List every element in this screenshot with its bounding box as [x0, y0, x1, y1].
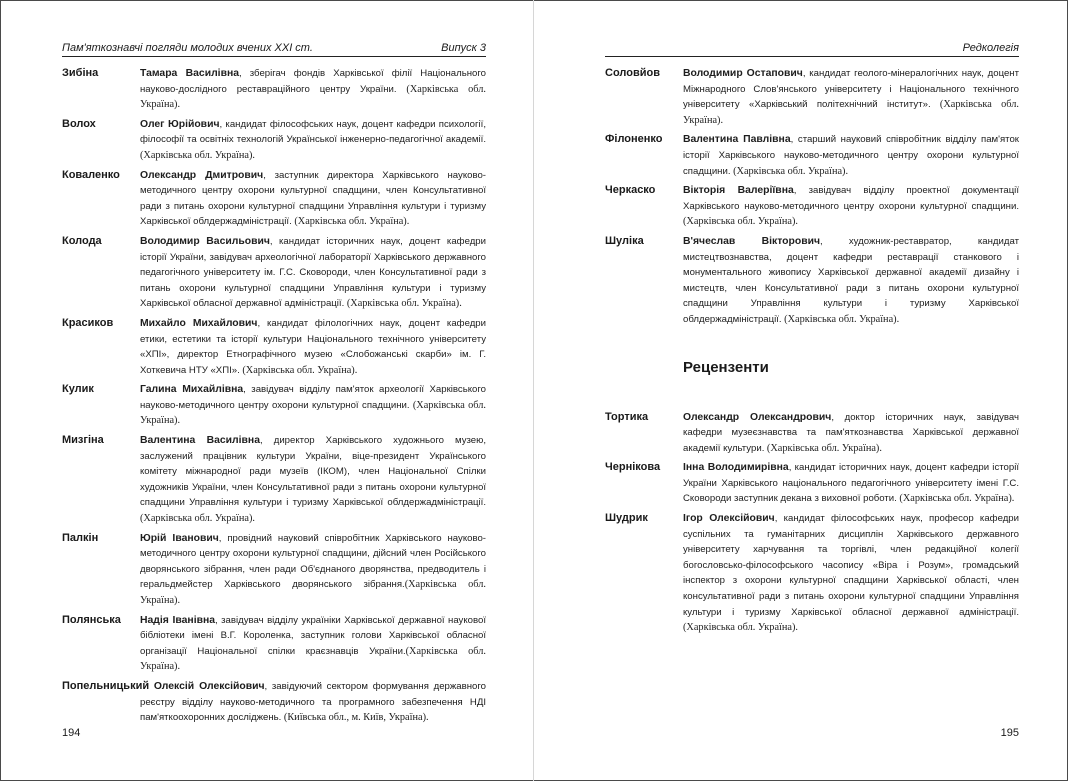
entry-description [140, 234, 486, 312]
entry-location: (Київська обл., м. Київ, Україна). [281, 712, 429, 724]
entry-text: , завідувач відділу україніки Харківської державної наукової бібліотеки імені В.Г. Короленка, заступник голови Харківської обласної організації Національної спілки краєзнавців України. [140, 614, 486, 657]
entry-full-name: Олег Юрійович [140, 118, 220, 130]
entry-text: , доктор історичних наук, завідувач кафедри музеєзнавства та пам'яткознавства Харківської державної академії культури. [683, 411, 1019, 454]
entry-description [683, 183, 1019, 230]
entry-full-name: Валентина Павлівна [683, 134, 791, 146]
person-entry [605, 66, 1019, 128]
entry-description [683, 132, 1019, 179]
entry-location: (Харківська обл. Україна). [140, 83, 486, 111]
entry-full-name: Ігор Олексійович [683, 513, 775, 525]
reviewer-entry [605, 511, 1019, 636]
entry-text: , кандидат історичних наук, доцент кафедри історії України Харківського національного педагогічного університету імені Г.С. Сковороди заступник декана з виховної роботи. [683, 462, 1019, 505]
entry-description [140, 316, 486, 378]
entry-full-name: Олександр Олександрович [683, 411, 832, 423]
entry-surname: Коваленко [62, 168, 120, 181]
entry-surname: Чернікова [605, 461, 661, 474]
entry-text: , кандидат історичних наук, доцент кафедри історії України, завідувач археологічної лабораторії Харківського державного педагогічного університету ім. Г.С. Сковороди, член Консультативної ради з питань охорони культурної спадщини Управління культури і туризму Харківської обласної державної адміністрації. [140, 235, 486, 310]
person-entry [62, 679, 486, 726]
entry-text: , зберігач фондів Харківської філії Національного науково-дослідного реставраційного центру України. [140, 68, 486, 95]
entry-description [140, 168, 486, 230]
entry-location: (Харківська обл. Україна). [781, 313, 900, 325]
left-page [62, 0, 486, 781]
person-entry [62, 117, 486, 164]
entry-full-name: Галина Михайлівна [140, 384, 244, 396]
entry-full-name: Вікторія Валеріївна [683, 185, 794, 197]
person-entry [62, 433, 486, 527]
reviewer-entry [605, 410, 1019, 457]
entry-text: , художник-реставратор, кандидат мистецтвознавства, доцент кафедри реставрації станкового і монументального живопису Харківської державної академії дизайну і мистецтв, член Консультативної ради з питань охорони культурної спадщини Управління культури і туризму Харківської облдержадміністрації. [683, 235, 1019, 325]
entry-full-name: Володимир Васильович [140, 235, 270, 247]
entry-location: (Харківська обл. Україна). [291, 216, 410, 228]
entry-description [683, 410, 1019, 457]
entry-description [683, 66, 1019, 128]
entry-description [62, 679, 486, 726]
entry-description [683, 460, 1019, 507]
entry-full-name: Олексій Олексійович [153, 680, 265, 692]
entry-location: (Харківська обл. Україна). [140, 399, 486, 427]
entry-full-name: Валентина Василівна [140, 435, 260, 447]
entry-location: (Харківська обл. Україна). [239, 364, 358, 376]
entry-full-name: Володимир Остапович [683, 68, 803, 79]
entry-text: , кандидат філософських наук, доцент кафедри психології, філософії та освітніх технологій Української інженерно-педагогічної академії. [140, 118, 486, 146]
right-page [605, 0, 1019, 781]
entry-text: , старший науковий співробітник відділу пам'яток історії Харківського науково-методичного центру охорони культурної спадщини. [683, 134, 1019, 177]
right-entries-list [605, 66, 1019, 640]
entry-description [140, 117, 486, 164]
entry-description [140, 531, 486, 609]
person-entry [62, 613, 486, 675]
entry-full-name: Михайло Михайлович [140, 317, 258, 329]
person-entry [62, 66, 486, 113]
entry-description [140, 66, 486, 113]
person-entry [605, 234, 1019, 328]
entry-text: , кандидат геолого-мінералогічних наук, доцент Міжнародного Слов'янського університету і Національного технічного університету «Харківський політехнічний інститут». [683, 68, 1019, 111]
reviewers-section-title: Рецензенти [683, 358, 769, 376]
entry-surname: Шуліка [605, 234, 644, 247]
entry-text: , кандидат філософських наук, професор кафедри суспільних та гуманітарних дисциплін Харківського державного університету харчування та торгівлі, член редакційної колегії богословсько-філософського часопису «Віра і Розум», громадський інспектор з охорони культурної спадщини Харківської області, член консультативної ради з питань охорони культурної спадщини Управління культури і туризму Харківської обласної державної адміністрації. [683, 513, 1019, 618]
running-header-title: Пам'яткознавчі погляди молодих вчених XXI ст. [62, 42, 313, 54]
running-header-section: Редколегія [962, 42, 1019, 54]
person-entry [605, 132, 1019, 179]
entry-surname: Зибіна [62, 67, 99, 79]
entry-text: , завідувач відділу проектної документації Харківського науково-методичного центру охорони культурної спадщини. [683, 185, 1019, 212]
entry-description [140, 433, 486, 527]
person-entry [62, 531, 486, 609]
entry-surname: Палкін [62, 531, 99, 544]
entry-location: (Харківська обл. Україна). [730, 165, 849, 177]
left-entries-list [62, 66, 486, 730]
entry-text: , директор Харківського художнього музею, заслужений працівник культури України, віце-президент Українського комітету міжнародної ради музеїв (ІКОМ), член Національної Спілки художників України, член Консультативної ради з питань охорони культурної спадщини Управління культури і туризму Харківської облдержадміністрації. [140, 435, 486, 509]
page-number: 195 [1000, 727, 1019, 739]
entry-location: (Харківська обл. Україна). [140, 513, 255, 525]
entry-surname: Мизгіна [62, 434, 104, 447]
entry-description [140, 382, 486, 429]
entry-location: (Харківська обл. Україна). [683, 216, 798, 228]
entry-surname: Тортика [605, 410, 649, 423]
entry-location: (Харківська обл. Україна). [764, 442, 882, 454]
entry-text: , завідувач відділу пам'яток археології Харківського науково-методичного центру охорони культурної спадщини. [140, 384, 486, 411]
entry-surname: Соловйов [605, 67, 660, 79]
header-rule [62, 56, 486, 57]
entry-location: (Харківська обл. Україна). [896, 493, 1015, 505]
entry-full-name: Олександр Дмитрович [140, 169, 264, 181]
entry-surname: Шудрик [605, 512, 648, 525]
person-entry [62, 382, 486, 429]
entry-description [683, 511, 1019, 636]
person-entry [62, 168, 486, 230]
entry-surname: Волох [62, 117, 96, 130]
entry-text: , провідний науковий співробітник Харківського науково-методичного центру охорони культурної спадщини, дійсний член Російського дворянського зібрання, член ради Об'єднаного дворянства, предводитель і геральдмейстер Харківського дворянського зібрання. [140, 532, 486, 591]
entry-location: (Харківська обл. Україна). [140, 645, 486, 673]
entry-location: (Харківська обл. Україна). [140, 579, 486, 606]
entry-full-name: Надія Іванівна [140, 614, 216, 626]
entry-location: (Харківська обл. Україна). [344, 298, 462, 310]
entry-text: , заступник директора Харківського науково-методичного центру охорони культурної спадщини, член Консультативної ради з питань охорони культурної спадщини Управління культури і туризму Харківської облдержадміністрації. [140, 169, 486, 228]
entry-location: (Харківська обл. Україна). [683, 99, 1019, 126]
left-running-header [62, 41, 486, 55]
person-entry [62, 234, 486, 312]
person-entry [605, 183, 1019, 230]
entry-surname: Колода [62, 234, 102, 247]
right-running-header [605, 41, 1019, 55]
entry-description [683, 234, 1019, 328]
entry-full-name: Інна Володимирівна [683, 462, 789, 474]
running-header-issue: Випуск 3 [441, 42, 486, 54]
entry-surname: Філоненко [605, 133, 663, 146]
header-rule [605, 56, 1019, 57]
entry-surname: Кулик [62, 383, 94, 396]
entry-location: (Харківська обл. Україна). [140, 149, 255, 161]
entry-surname: Полянська [62, 613, 121, 626]
entry-location: (Харківська обл. Україна). [683, 622, 798, 634]
entry-full-name: Юрій Іванович [140, 532, 219, 544]
spine-fold [533, 0, 534, 781]
page-number: 194 [62, 727, 81, 739]
entry-text: , кандидат філологічних наук, доцент кафедри етики, естетики та історії культури Національного технічного університету «ХПІ», директор Етнографічного музею «Слобожанські скарби» ім. Г. Хоткевича НТУ «ХПІ». [140, 317, 486, 376]
entry-description [140, 613, 486, 675]
entry-full-name: В'ячеслав Вікторович [683, 235, 821, 247]
entry-surname: Красиков [62, 316, 114, 329]
reviewer-entry [605, 460, 1019, 507]
entry-surname: Попельницький [62, 679, 150, 692]
entry-surname: Черкаско [605, 184, 656, 197]
entry-text: , завідуючий сектором формування державного реєстру відділу науково-методичного та програмного забезпечення НДІ пам'яткоохоронних досліджень. [140, 680, 486, 724]
entry-full-name: Тамара Василівна [140, 68, 240, 79]
person-entry [62, 316, 486, 378]
